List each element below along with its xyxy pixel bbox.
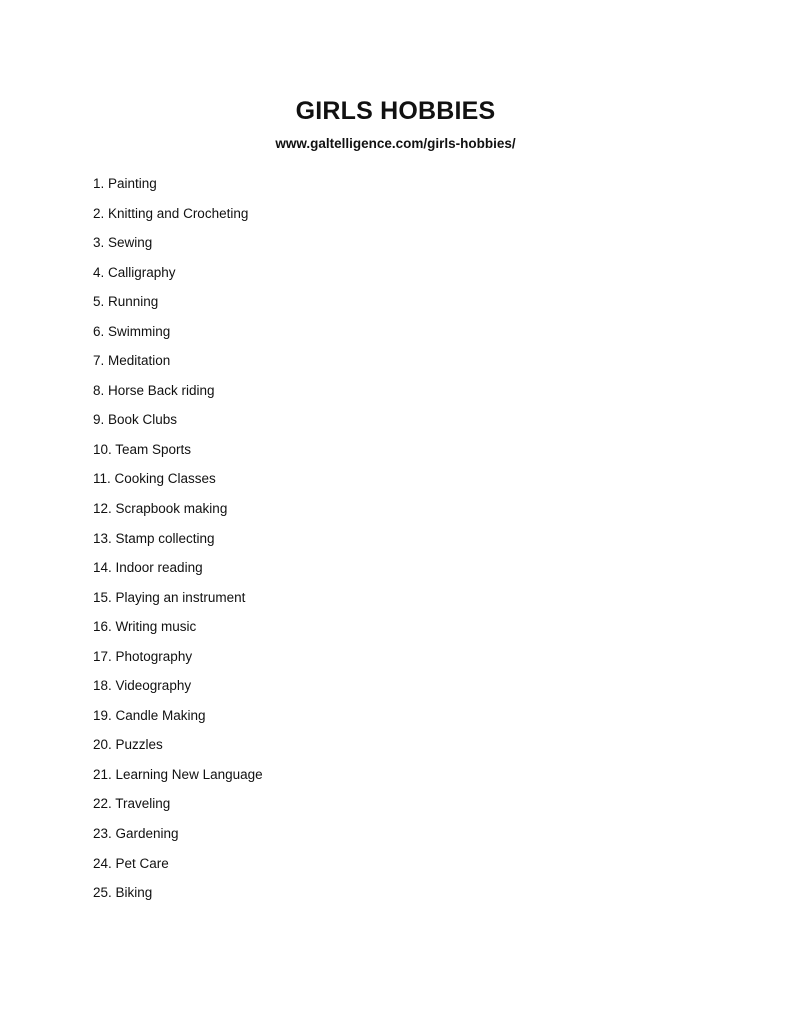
list-item: 6. Swimming xyxy=(93,323,171,339)
list-item: 15. Playing an instrument xyxy=(93,589,246,605)
list-item: 2. Knitting and Crocheting xyxy=(93,205,249,221)
list-item: 14. Indoor reading xyxy=(93,560,203,576)
list-item: 10. Team Sports xyxy=(93,441,192,457)
hobbies-list xyxy=(93,175,263,914)
source-url: www.galtelligence.com/girls-hobbies/ xyxy=(275,136,516,151)
list-item: 25. Biking xyxy=(93,885,153,901)
list-item: 8. Horse Back riding xyxy=(93,382,215,398)
list-item: 7. Meditation xyxy=(93,353,171,369)
list-item: 12. Scrapbook making xyxy=(93,501,228,517)
list-item: 22. Traveling xyxy=(93,796,171,812)
list-item: 13. Stamp collecting xyxy=(93,530,215,546)
list-item: 18. Videography xyxy=(93,678,192,694)
list-item: 16. Writing music xyxy=(93,619,197,635)
list-item: 1. Painting xyxy=(93,176,157,191)
list-item: 19. Candle Making xyxy=(93,707,206,723)
list-item: 24. Pet Care xyxy=(93,855,169,871)
list-item: 5. Running xyxy=(93,294,159,310)
list-item: 4. Calligraphy xyxy=(93,264,176,280)
list-item: 17. Photography xyxy=(93,648,193,664)
list-item: 21. Learning New Language xyxy=(93,766,263,782)
page-title: GIRLS HOBBIES xyxy=(295,97,496,125)
list-item: 9. Book Clubs xyxy=(93,412,178,428)
list-item: 11. Cooking Classes xyxy=(93,471,216,487)
list-item: 23. Gardening xyxy=(93,826,179,842)
list-item: 3. Sewing xyxy=(93,235,153,251)
list-item: 20. Puzzles xyxy=(93,737,163,753)
